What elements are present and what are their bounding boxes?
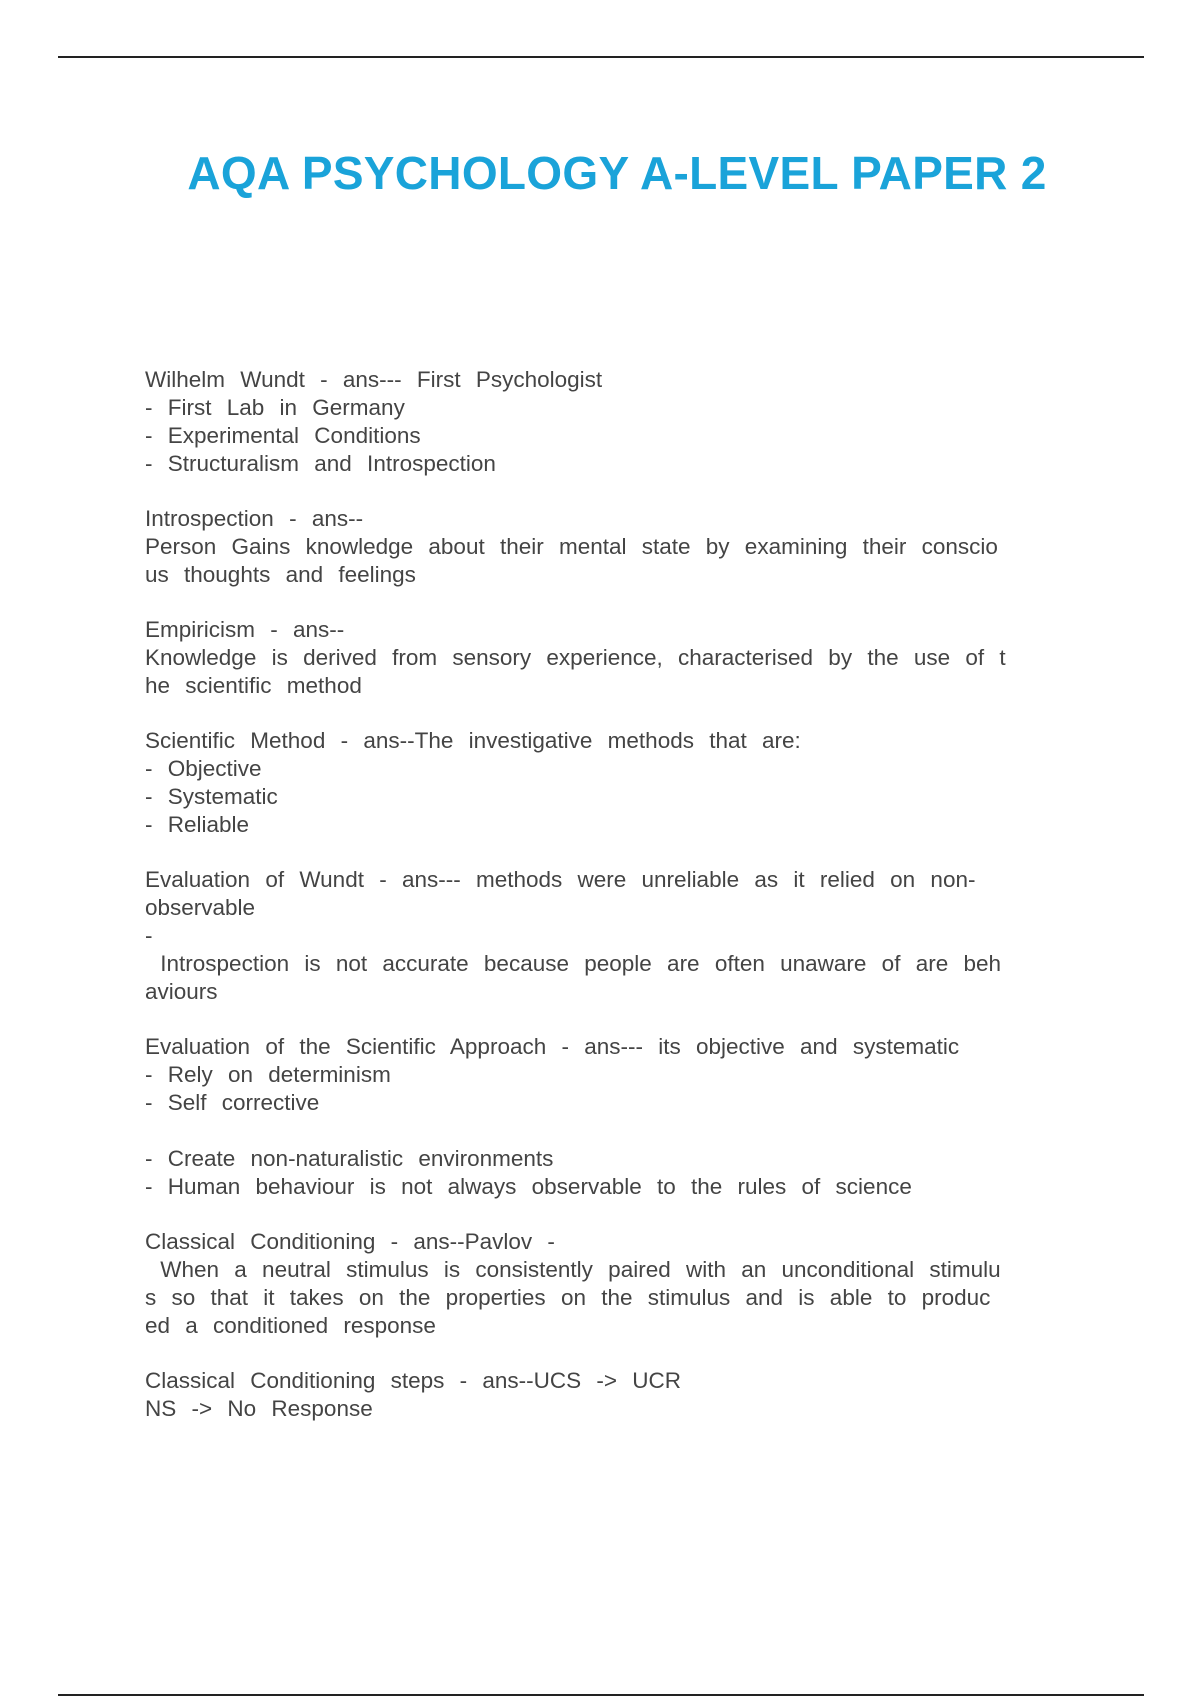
flashcard-entry [145, 505, 1095, 589]
entry-line: observable [145, 895, 256, 920]
entry-line: - Rely on determinism [145, 1062, 391, 1087]
entry-line: - Human behaviour is not always observable to the rules of science [145, 1174, 912, 1199]
flashcard-entry [145, 1367, 1095, 1423]
entry-line: Evaluation of Wundt - ans--- methods were unreliable as it relied on non- [145, 867, 976, 892]
entry-line: ed a conditioned response [145, 1313, 436, 1338]
entry-line: Empiricism - ans-- [145, 617, 345, 642]
flashcard-entry [145, 727, 1095, 839]
flashcard-entry [145, 366, 1095, 478]
entry-line: - Reliable [145, 812, 250, 837]
entry-line: - First Lab in Germany [145, 395, 405, 420]
entry-line: Evaluation of the Scientific Approach - ans--- its objective and systematic [145, 1034, 960, 1059]
entry-line: Classical Conditioning steps - ans--UCS -> UCR [145, 1368, 682, 1393]
entry-line: - [145, 923, 153, 948]
entry-line: When a neutral stimulus is consistently paired with an unconditional stimulu [145, 1257, 1001, 1282]
header-rule [58, 56, 1144, 58]
entry-line: - Self corrective [145, 1090, 320, 1115]
entry-line: - Experimental Conditions [145, 423, 421, 448]
entry-line: Scientific Method - ans--The investigative methods that are: [145, 728, 801, 753]
entry-line: - Structuralism and Introspection [145, 451, 496, 476]
document-title: AQA PSYCHOLOGY A-LEVEL PAPER 2 [187, 147, 1047, 199]
entry-line: Introspection is not accurate because people are often unaware of are beh [145, 951, 1002, 976]
entry-line: he scientific method [145, 673, 362, 698]
entry-line: s so that it takes on the properties on the stimulus and is able to produc [145, 1285, 991, 1310]
flashcard-entry [145, 616, 1095, 700]
document-body [145, 366, 1095, 1450]
entry-line: - Create non-naturalistic environments [145, 1146, 554, 1171]
entry-line: Person Gains knowledge about their mental state by examining their conscio [145, 534, 998, 559]
entry-line: Knowledge is derived from sensory experience, characterised by the use of t [145, 645, 1006, 670]
flashcard-entry [145, 1228, 1095, 1340]
entry-line: - Objective [145, 756, 262, 781]
entry-line: Introspection - ans-- [145, 506, 364, 531]
entry-line: Classical Conditioning - ans--Pavlov - [145, 1229, 555, 1254]
footer-rule [58, 1694, 1144, 1696]
flashcard-entry [145, 1033, 1095, 1201]
entry-line: aviours [145, 979, 218, 1004]
entry-line: us thoughts and feelings [145, 562, 416, 587]
line-spacer [145, 1117, 1095, 1145]
entry-line: Wilhelm Wundt - ans--- First Psychologist [145, 367, 603, 392]
entry-line: NS -> No Response [145, 1396, 373, 1421]
flashcard-entry [145, 866, 1095, 1006]
entry-line: - Systematic [145, 784, 278, 809]
